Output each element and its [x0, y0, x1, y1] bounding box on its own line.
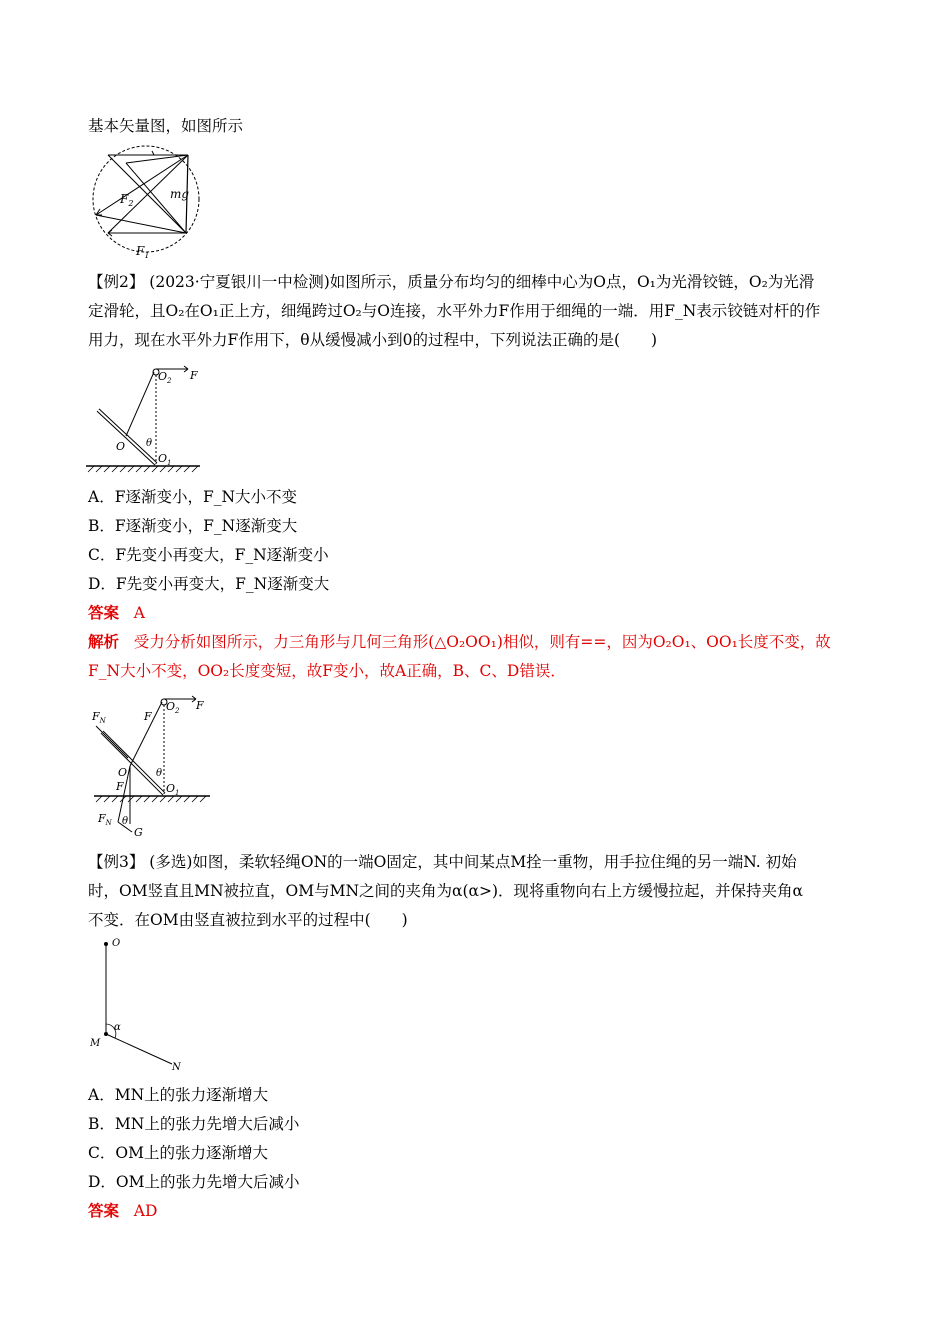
- o-label: O: [118, 766, 128, 779]
- example3-line1: 【例3】 (多选)如图，柔软轻绳ON的一端O固定，其中间某点M拴一重物，用手拉住绳的另一端N. 初始: [88, 853, 797, 871]
- o-label: O: [116, 440, 126, 453]
- example2-option-a: A．F逐渐变小，F_N大小不变: [88, 488, 298, 506]
- example2-option-c: C．F先变小再变大，F_N逐渐变小: [88, 546, 329, 564]
- example2-analysis-line1: [88, 632, 831, 652]
- analysis-label: 解析: [88, 632, 120, 651]
- example2-option-b: B．F逐渐变小，F_N逐渐变大: [88, 517, 298, 535]
- m-label: M: [90, 1038, 101, 1049]
- example2-option-d: D．F先变小再变大，F_N逐渐变大: [88, 575, 330, 593]
- answer-label: 答案: [88, 1201, 120, 1220]
- alpha-label: α: [114, 1022, 121, 1033]
- example2-answer: [88, 603, 145, 623]
- force-analysis-figure: [88, 692, 218, 842]
- example3-option-a: A．MN上的张力逐渐增大: [88, 1086, 269, 1104]
- o-label: O: [112, 938, 121, 949]
- o1-label: $O_1$: [166, 782, 180, 797]
- theta-label: θ: [146, 438, 153, 449]
- f-right-label: F: [196, 699, 204, 712]
- answer-value: A: [133, 604, 145, 622]
- example2-line2: 定滑轮，且O₂在O₁正上方，细绳跨过O₂与O连接，水平外力F作用于细绳的一端．用F_N表示铰链对杆的作: [88, 302, 821, 320]
- example3-answer: [88, 1201, 157, 1221]
- f-left-label: F: [116, 780, 124, 793]
- f1-label: $F_1$: [136, 244, 150, 260]
- theta2-label: θ: [122, 816, 129, 827]
- o2-label: $O_2$: [166, 700, 180, 715]
- f-label: F: [190, 369, 198, 382]
- example3-option-c: C．OM上的张力逐渐增大: [88, 1144, 268, 1162]
- fn-label: $F_N$: [92, 710, 106, 725]
- vector-circle-figure: [86, 143, 206, 265]
- fn2-label: $F_N$: [98, 812, 112, 827]
- example3-option-d: D．OM上的张力先增大后减小: [88, 1173, 300, 1191]
- o1-label: $O_1$: [158, 452, 172, 467]
- example3-option-b: B．MN上的张力先增大后减小: [88, 1115, 300, 1133]
- analysis-text: 受力分析如图所示，力三角形与几何三角形(△O₂OO₁)相似，则有==，因为O₂O₁、OO₁长度不变，故: [133, 633, 831, 651]
- g-label: G: [134, 826, 143, 839]
- example2-analysis-line2: F_N大小不变，OO₂长度变短，故F变小，故A正确，B、C、D错误．: [88, 662, 566, 680]
- rod-pulley-figure: [86, 362, 206, 474]
- example3-line3: 不变．在OM由竖直被拉到水平的过程中( ): [88, 911, 408, 929]
- mg-label: mg: [170, 187, 190, 201]
- f2-label: $F_2$: [120, 192, 134, 208]
- theta-label: θ: [156, 768, 163, 779]
- answer-label: 答案: [88, 603, 120, 622]
- o2-label: $O_2$: [158, 370, 172, 385]
- intro-text: 基本矢量图，如图所示: [88, 117, 244, 135]
- example3-line2: 时，OM竖直且MN被拉直，OM与MN之间的夹角为α(α>)．现将重物向右上方缓慢拉起，并保持夹角α: [88, 882, 804, 900]
- example2-line1: 【例2】 (2023·宁夏银川一中检测)如图所示，质量分布均匀的细棒中心为O点，O₁为光滑铰链，O₂为光滑: [88, 273, 815, 291]
- example2-line3: 用力，现在水平外力F作用下，θ从缓慢减小到0的过程中，下列说法正确的是( ): [88, 331, 658, 349]
- answer-value: AD: [133, 1202, 158, 1220]
- rope-angle-figure: [86, 936, 186, 1072]
- f-top-label: F: [144, 710, 152, 723]
- n-label: N: [172, 1062, 181, 1073]
